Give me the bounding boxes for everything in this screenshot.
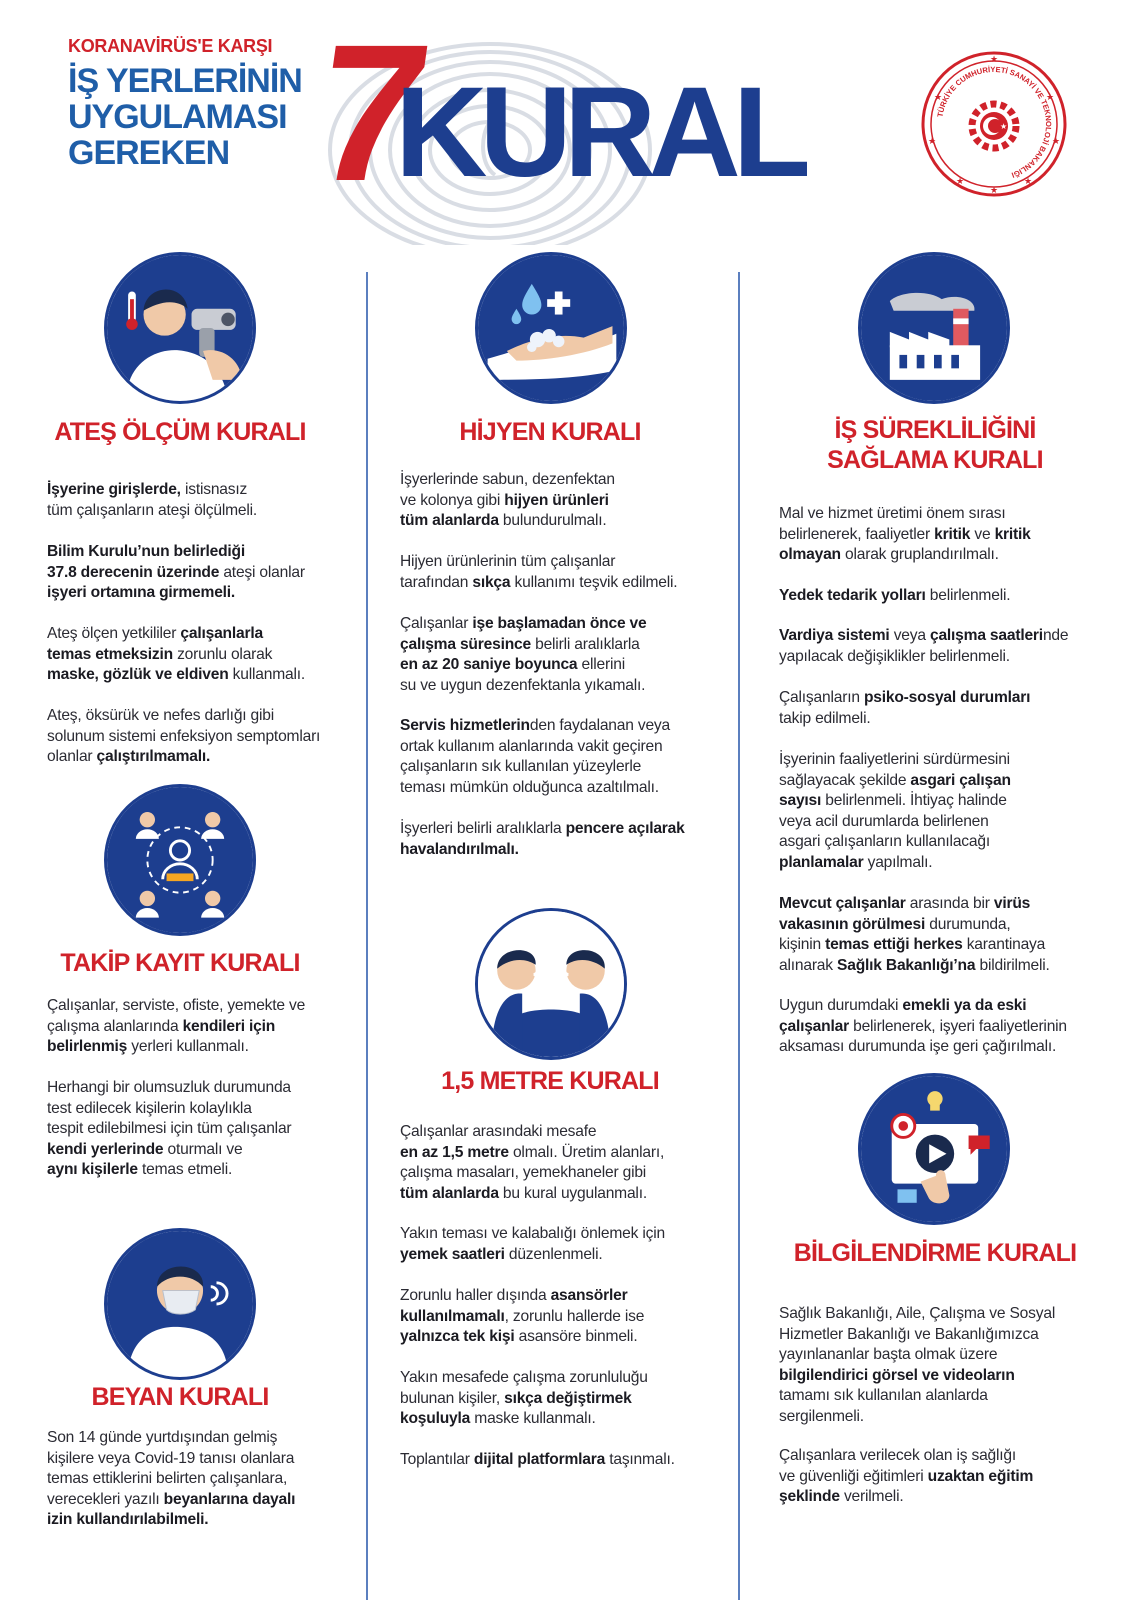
continuity-title-line-1: İŞ SÜREKLİLİĞİNİ bbox=[834, 416, 1036, 444]
factory-icon bbox=[861, 255, 1007, 401]
svg-text:★: ★ bbox=[1023, 176, 1033, 186]
distance-rule-text-1: Çalışanlar arasındaki mesafe en az 1,5 metre olmalı. Üretim alanları, çalışma masaları, yemekhaneler gibi tüm alanlarda bu kural uygulanmalı. bbox=[400, 1123, 665, 1202]
tracking-rule-text-2: Herhangi bir olumsuzluk durumunda test edilecek kişilerin kolaylıkla tespit edilebilmesi için tüm çalışanlar kendi yerlerinde oturmalı ve aynı kişilerle temas etmeli. bbox=[47, 1079, 292, 1178]
distance-rule-text-3: Zorunlu haller dışında asansörler kullanılmamalı, zorunlu hallerde ise yalnızca tek kişi asansöre binmeli. bbox=[400, 1287, 645, 1345]
header-line-1: İŞ YERLERİNİN bbox=[68, 62, 302, 100]
fever-rule-text-3: Ateş ölçen yetkililer çalışanlarla temas etmeksizin zorunlu olarak maske, gözlük ve eldiven kullanmalı. bbox=[47, 625, 306, 683]
thermometer-scan-icon bbox=[107, 255, 253, 401]
distance-rule-text-4: Yakın mesafede çalışma zorunluluğu bulunan kişiler, sıkça değiştirmek koşuluyla maske kullanmalı. bbox=[400, 1369, 648, 1427]
hygiene-icon-circle bbox=[475, 252, 627, 404]
distance-icon-circle bbox=[475, 908, 627, 1060]
fever-rule-text-4: Ateş, öksürük ve nefes darlığı gibi solunum sistemi enfeksiyon semptomları olanlar çalıştırılmamalı. bbox=[47, 707, 321, 765]
info-rule-text-1: Sağlık Bakanlığı, Aile, Çalışma ve Sosyal Hizmetler Bakanlığı ve Bakanlığımızca yayınlananlar başta olmak üzere bilgilendirici görsel ve videoların tamamı sık kullanılan alanlarda sergilenmeli. bbox=[779, 1305, 1056, 1425]
declaration-icon-circle bbox=[104, 1228, 256, 1380]
header-line-3: GEREKEN bbox=[68, 134, 230, 172]
continuity-rule-text-6: Mevcut çalışanlar arasında bir virüs vakasının görülmesi durumunda, kişinin temas ettiği herkes karantinaya alınarak Sağlık Bakanlığı’na bildirilmeli. bbox=[779, 895, 1050, 974]
svg-text:★: ★ bbox=[989, 185, 999, 195]
distance-icon bbox=[478, 911, 624, 1057]
hygiene-rule-text-3: Çalışanlar işe başlamadan önce ve çalışma süresince belirli aralıklarla en az 20 saniye boyunca ellerini su ve uygun dezenfektanla yıkamalı. bbox=[400, 615, 647, 694]
info-icon-circle bbox=[858, 1073, 1010, 1225]
fever-icon-circle bbox=[104, 252, 256, 404]
header-block bbox=[68, 36, 302, 172]
declaration-rule-title: BEYAN KURALI bbox=[91, 1383, 269, 1411]
hygiene-rule-text-1: İşyerlerinde sabun, dezenfektan ve kolonya gibi hijyen ürünleri tüm alanlarda bulundurulmalı. bbox=[400, 471, 615, 529]
tracking-icon-circle bbox=[104, 784, 256, 936]
fever-rule-text-1: İşyerine girişlerde, istisnasız tüm çalışanların ateşi ölçülmeli. bbox=[47, 481, 258, 519]
tracking-rule-title: TAKİP KAYIT KURALI bbox=[60, 949, 300, 977]
svg-text:★: ★ bbox=[1000, 122, 1008, 131]
fever-rule-text-2: Bilim Kurulu’nun belirlediği 37.8 derecenin üzerinde ateşi olanlar işyeri ortamına girmemeli. bbox=[47, 543, 305, 601]
continuity-rule-text-5: İşyerinin faaliyetlerini sürdürmesini sağlayacak şekilde asgari çalışan sayısı belirlenmeli. İhtiyaç halinde veya acil durumlarda belirlenen asgari çalışanların kullanılacağı planlamalar yapılmalı. bbox=[779, 751, 1011, 871]
column-divider-right bbox=[738, 272, 740, 1600]
svg-text:★: ★ bbox=[933, 92, 943, 102]
header-subtitle: KORANAVİRÜS'E KARŞI bbox=[68, 36, 273, 56]
svg-text:★: ★ bbox=[1045, 92, 1055, 102]
media-screen-icon bbox=[861, 1076, 1007, 1222]
continuity-icon-circle bbox=[858, 252, 1010, 404]
hygiene-rule-text-4: Servis hizmetlerinden faydalanan veya ortak kullanım alanlarında vakit geçiren çalışanların sık kullanılan yüzeylerle teması mümkün olduğunca azaltılmalı. bbox=[400, 717, 670, 796]
distance-rule-title: 1,5 METRE KURALI bbox=[441, 1067, 659, 1095]
ministry-seal bbox=[920, 50, 1068, 198]
header-word: KURAL bbox=[395, 61, 803, 204]
hygiene-rule-text-5: İşyerleri belirli aralıklarla pencere açılarak havalandırılmalı. bbox=[400, 820, 685, 858]
hygiene-rule-title: HİJYEN KURALI bbox=[459, 418, 641, 446]
declaration-rule-text-1: Son 14 günde yurtdışından gelmiş kişilere veya Covid-19 tanısı olanlara temas ettiklerini belirten çalışanlara, verecekleri yazılı beyanlarına dayalı izin kullandırılabilmeli. bbox=[47, 1429, 296, 1528]
distance-label: 1.5m bbox=[538, 956, 564, 969]
seal-text: TÜRKİYE CUMHURİYETİ SANAYİ VE TEKNOLOJİ BAKANLIĞI bbox=[935, 64, 1054, 180]
continuity-rule-text-7: Uygun durumdaki emekli ya da eski çalışanlar belirlenerek, işyeri faaliyetlerinin aksaması durumunda işe geri çağırılmalı. bbox=[779, 997, 1067, 1055]
distance-rule-text-5: Toplantılar dijital platformlara taşınmalı. bbox=[400, 1451, 675, 1468]
svg-text:★: ★ bbox=[955, 176, 965, 186]
continuity-rule-text-4: Çalışanların psiko-sosyal durumları takip edilmeli. bbox=[779, 689, 1031, 727]
people-network-icon bbox=[107, 787, 253, 933]
continuity-title-line-2: SAĞLAMA KURALI bbox=[827, 446, 1043, 474]
fever-rule-title: ATEŞ ÖLÇÜM KURALI bbox=[54, 418, 306, 446]
svg-text:★: ★ bbox=[927, 136, 937, 146]
masked-person-icon bbox=[107, 1231, 253, 1377]
seal-icon bbox=[920, 50, 1068, 198]
column-divider-left bbox=[366, 272, 368, 1600]
header-line-2: UYGULAMASI bbox=[68, 98, 287, 136]
info-rule-text-2: Çalışanlara verilecek olan iş sağlığı ve güvenliği eğitimleri uzaktan eğitim şeklinde verilmeli. bbox=[779, 1447, 1034, 1505]
header-title bbox=[68, 62, 302, 172]
hygiene-rule-text-2: Hijyen ürünlerinin tüm çalışanlar tarafından sıkça kullanımı teşvik edilmeli. bbox=[400, 553, 678, 591]
continuity-rule-text-1: Mal ve hizmet üretimi önem sırası belirlenerek, faaliyetler kritik ve kritik olmayan olarak gruplandırılmalı. bbox=[779, 505, 1031, 563]
continuity-rule-text-2: Yedek tedarik yolları belirlenmeli. bbox=[779, 587, 1011, 604]
svg-text:★: ★ bbox=[989, 54, 999, 64]
tracking-rule-text-1: Çalışanlar, serviste, ofiste, yemekte ve çalışma alanlarında kendileri için belirlenmiş yerleri kullanmalı. bbox=[47, 997, 306, 1055]
svg-text:★: ★ bbox=[1051, 136, 1061, 146]
continuity-rule-title bbox=[785, 415, 1085, 475]
handwash-icon bbox=[478, 255, 624, 401]
header-number: 7 bbox=[302, 4, 432, 222]
info-rule-title: BİLGİLENDİRME KURALI bbox=[793, 1239, 1077, 1267]
distance-rule-text-2: Yakın teması ve kalabalığı önlemek için yemek saatleri düzenlenmeli. bbox=[400, 1225, 665, 1263]
continuity-rule-text-3: Vardiya sistemi veya çalışma saatlerinde yapılacak değişiklikler belirlenmeli. bbox=[779, 627, 1069, 665]
